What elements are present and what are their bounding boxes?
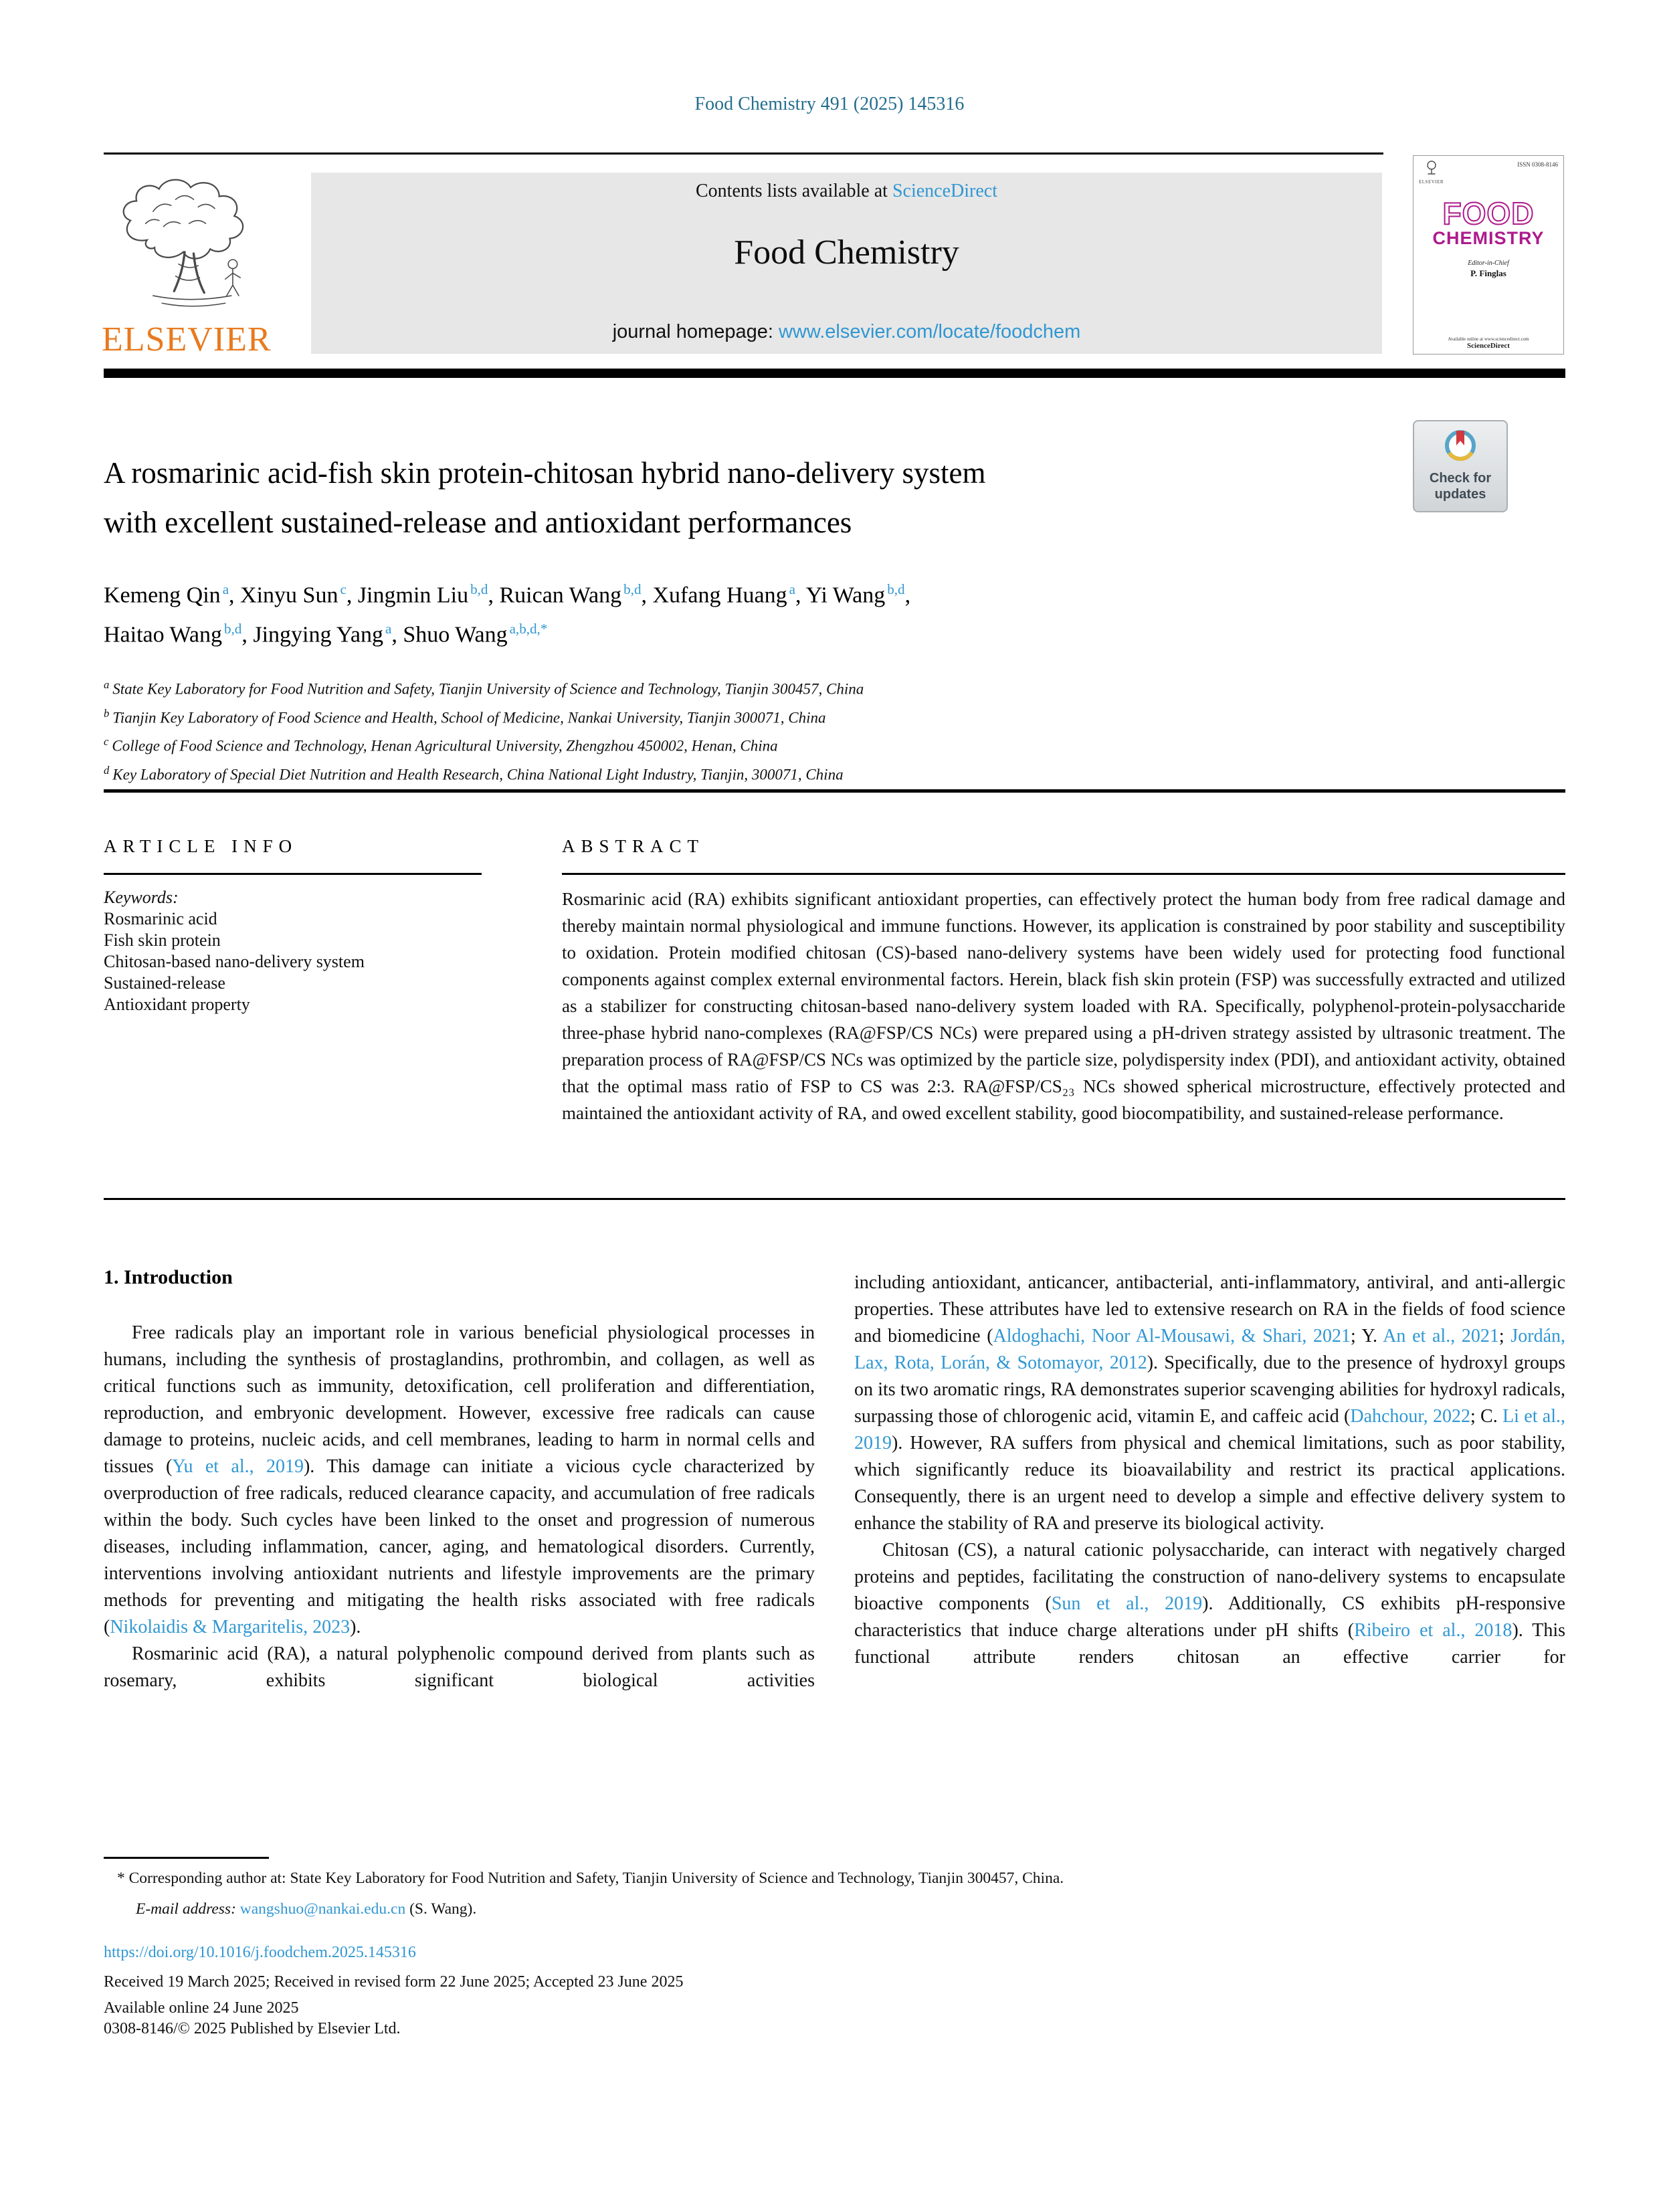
- article-title-line2: with excellent sustained-release and antioxidant performances: [104, 506, 852, 539]
- homepage-line: journal homepage: www.elsevier.com/locate/foodchem: [612, 321, 1081, 342]
- email-link[interactable]: wangshuo@nankai.edu.cn: [239, 1900, 406, 1918]
- check-for-updates-badge[interactable]: [1413, 420, 1508, 512]
- received-dates: Received 19 March 2025; Received in revised form 22 June 2025; Accepted 23 June 2025: [104, 1973, 684, 1991]
- check-updates-label-line2: updates: [1434, 487, 1486, 502]
- sciencedirect-link[interactable]: ScienceDirect: [892, 181, 997, 201]
- cover-editor-name: P. Finglas: [1470, 268, 1506, 278]
- article-footer: [104, 1943, 1565, 2038]
- intro-paragraph-3: Chitosan (CS), a natural cationic polysaccharide, can interact with negatively charged proteins and peptides, facilitating the construction of nano-delivery systems to encapsulate bioactive components (Sun et al., 2019). Additionally, CS exhibits pH-responsive characteristics that induce charge alterations under pH shifts (Ribeiro et al., 2018). This functional attribute renders chitosan an effective carrier for: [854, 1540, 1565, 1668]
- citation-link[interactable]: Aldoghachi, Noor Al-Mousawi, & Shari, 2021: [993, 1326, 1351, 1346]
- cover-title-chemistry: CHEMISTRY: [1432, 228, 1545, 248]
- keyword: Sustained-release: [104, 973, 225, 993]
- cover-elsevier-mini-logo: ELSEVIER: [1419, 160, 1444, 185]
- citation-link[interactable]: Sun et al., 2019: [1051, 1593, 1203, 1614]
- header-divider-bar: [104, 369, 1565, 378]
- journal-reference: Food Chemistry 491 (2025) 145316: [694, 94, 965, 114]
- citation-link[interactable]: Nikolaidis & Margaritelis, 2023: [110, 1617, 351, 1637]
- keyword: Fish skin protein: [104, 930, 221, 950]
- crossmark-icon: [1439, 425, 1482, 467]
- footnote: [104, 1868, 1565, 1920]
- body-right-column: [854, 1270, 1565, 1671]
- corresponding-author-note: * Corresponding author at: State Key Laboratory for Food Nutrition and Safety, Tianjin University of Science and Technology, Tianjin 300457, China.: [117, 1870, 1064, 1887]
- citation-link[interactable]: Ribeiro et al., 2018: [1354, 1620, 1512, 1641]
- intro-paragraph-1: Free radicals play an important role in various beneficial physiological processes in humans, including the synthesis of prostaglandins, prothrombin, and collagen, as well as critical functions such as immunity, detoxification, cell proliferation and differentiation, reproduction, and embryonic development. However, excessive free radicals can cause damage to proteins, nucleic acids, and cell membranes, leading to harm in normal cells and tissues (Yu et al., 2019). This damage can initiate a vicious cycle characterized by overproduction of free radicals, reduced clearance capacity, and accumulation of free radicals within the body. Such cycles have been linked to the onset and progression of numerous diseases, including inflammation, cancer, aging, and hematological disorders. Currently, interventions involving antioxidant nutrients and lifestyle improvements are the primary methods for preventing and mitigating the health risks associated with free radicals (Nikolaidis & Margaritelis, 2023).: [104, 1322, 815, 1637]
- keywords-label: Keywords:: [104, 888, 179, 907]
- author-line1: Kemeng Qin $^a$, Xinyu Sun $^c$, Jingmin Liu $^{b,d}$, Ruican Wang $^{b,d}$, Xufang Huang $^a$, Yi Wang $^{b,d}$,: [104, 581, 911, 608]
- copyright-line: 0308-8146/© 2025 Published by Elsevier Ltd.: [104, 2020, 401, 2037]
- cover-available-line: Available online at www.sciencedirect.com: [1448, 336, 1529, 342]
- citation-link[interactable]: Li et al., 2019: [854, 1406, 1566, 1453]
- doi-link[interactable]: https://doi.org/10.1016/j.foodchem.2025.145316: [104, 1944, 416, 1961]
- article-info-section: [104, 836, 498, 1015]
- cover-editor-label: Editor-in-Chief: [1468, 259, 1509, 267]
- article-info-rule: [104, 873, 482, 875]
- article-title-line1: A rosmarinic acid-fish skin protein-chitosan hybrid nano-delivery system: [104, 456, 986, 490]
- abstract-bottom-rule: [104, 1198, 1565, 1200]
- available-online: Available online 24 June 2025: [104, 1999, 299, 2017]
- journal-cover-thumbnail[interactable]: [1413, 155, 1564, 355]
- abstract-heading: ABSTRACT: [562, 836, 705, 856]
- affiliation-b: $^b$ Tianjin Key Laboratory of Food Science and Health, School of Medicine, Nankai University, Tianjin 300071, China: [104, 706, 826, 726]
- author-list: [104, 573, 1428, 652]
- journal-homepage-link[interactable]: www.elsevier.com/locate/foodchem: [778, 321, 1081, 342]
- abstract-text: Rosmarinic acid (RA) exhibits significant antioxidant properties, can effectively protect the human body from free radical damage and thereby maintain normal physiological and immune functions. However, its application is constrained by poor stability and susceptibility to oxidation. Protein modified chitosan (CS)-based nano-delivery systems have been widely used for protecting food functional components against complex external environmental factors. Herein, black fish skin protein (FSP) was successfully extracted and utilized as a stabilizer for constructing chitosan-based nano-delivery system loaded with RA. Specifically, polyphenol-protein-polysaccharide three-phase hybrid nano-complexes (RA@FSP/CS NCs) were prepared using a pH-driven strategy assisted by ultrasonic treatment. The preparation process of RA@FSP/CS NCs was optimized by the particle size, polydispersity index (PDI), and antioxidant activity, obtained that the optimal mass ratio of FSP to CS was 2:3. RA@FSP/CS₂₃ NCs showed spherical microstructure, effectively protected and maintained the antioxidant activity of RA, and owed excellent stability, good biocompatibility, and sustained-release performance.: [562, 889, 1565, 1123]
- contents-line: Contents lists available at ScienceDirect: [696, 181, 997, 201]
- keyword: Rosmarinic acid: [104, 909, 217, 928]
- author-line2: Haitao Wang $^{b,d}$, Jingying Yang $^a$, Shuo Wang $^{a,b,d,*}$: [104, 621, 548, 647]
- check-updates-label-line1: Check for: [1429, 471, 1492, 486]
- abstract-rule: [562, 873, 1565, 875]
- body-left-column: [104, 1266, 815, 1694]
- article-title: [104, 448, 1368, 547]
- footnote-rule: [104, 1857, 269, 1859]
- keyword: Chitosan-based nano-delivery system: [104, 952, 365, 971]
- section-divider-rule: [104, 789, 1565, 793]
- citation-link[interactable]: Dahchour, 2022: [1350, 1406, 1470, 1427]
- elsevier-wordmark: ELSEVIER: [102, 320, 272, 359]
- cover-title-food: FOOD: [1442, 196, 1535, 231]
- email-note: E-mail address: wangshuo@nankai.edu.cn (S. Wang).: [136, 1900, 477, 1918]
- intro-paragraph-2: Rosmarinic acid (RA), a natural polyphenolic compound derived from plants such as rosemary, exhibits significant biological activities: [104, 1643, 815, 1691]
- citation-link[interactable]: Jordán, Lax, Rota, Lorán, & Sotomayor, 2012: [854, 1326, 1566, 1373]
- affiliation-c: $^c$ College of Food Science and Technology, Henan Agricultural University, Zhengzhou 450002, Henan, China: [104, 735, 778, 755]
- affiliation-a: $^a$ State Key Laboratory for Food Nutrition and Safety, Tianjin University of Science and Technology, Tianjin 300457, China: [104, 678, 864, 698]
- journal-header-box: [311, 173, 1382, 354]
- cover-sciencedirect: ScienceDirect: [1467, 342, 1510, 350]
- cover-issn: ISSN 0308-8146: [1517, 161, 1558, 168]
- affiliations: [104, 673, 1508, 787]
- affiliation-d: $^d$ Key Laboratory of Special Diet Nutrition and Health Research, China National Light Industry, Tianjin, 300071, China: [104, 763, 844, 783]
- elsevier-logo: [100, 174, 334, 359]
- elsevier-mini-tree-icon: [1424, 160, 1439, 176]
- intro-paragraph-2-continued: including antioxidant, anticancer, antibacterial, anti-inflammatory, antiviral, and anti-allergic properties. These attributes have led to extensive research on RA in the fields of food science and biomedicine (Aldoghachi, Noor Al-Mousawi, & Shari, 2021; Y. An et al., 2021; Jordán, Lax, Rota, Lorán, & Sotomayor, 2012). Specifically, due to the presence of hydroxyl groups on its two aromatic rings, RA demonstrates superior scavenging abilities for hydroxyl radicals, surpassing those of chlorogenic acid, vitamin E, and caffeic acid (Dahchour, 2022; C. Li et al., 2019). However, RA suffers from physical and chemical limitations, such as poor stability, which significantly reduce its bioavailability and restrict its practical applications. Consequently, there is an urgent need to develop a simple and effective delivery system to enhance the stability of RA and preserve its biological activity.: [854, 1272, 1566, 1534]
- article-info-heading: ARTICLE INFO: [104, 836, 298, 856]
- abstract-section: [562, 836, 1565, 1126]
- top-rule: [104, 153, 1383, 155]
- journal-title: Food Chemistry: [734, 233, 959, 272]
- keyword: Antioxidant property: [104, 995, 250, 1014]
- elsevier-tree-icon: [100, 174, 281, 320]
- section-heading-introduction: 1. Introduction: [104, 1266, 233, 1288]
- citation-link[interactable]: Yu et al., 2019: [172, 1456, 304, 1477]
- citation-link[interactable]: An et al., 2021: [1383, 1326, 1499, 1346]
